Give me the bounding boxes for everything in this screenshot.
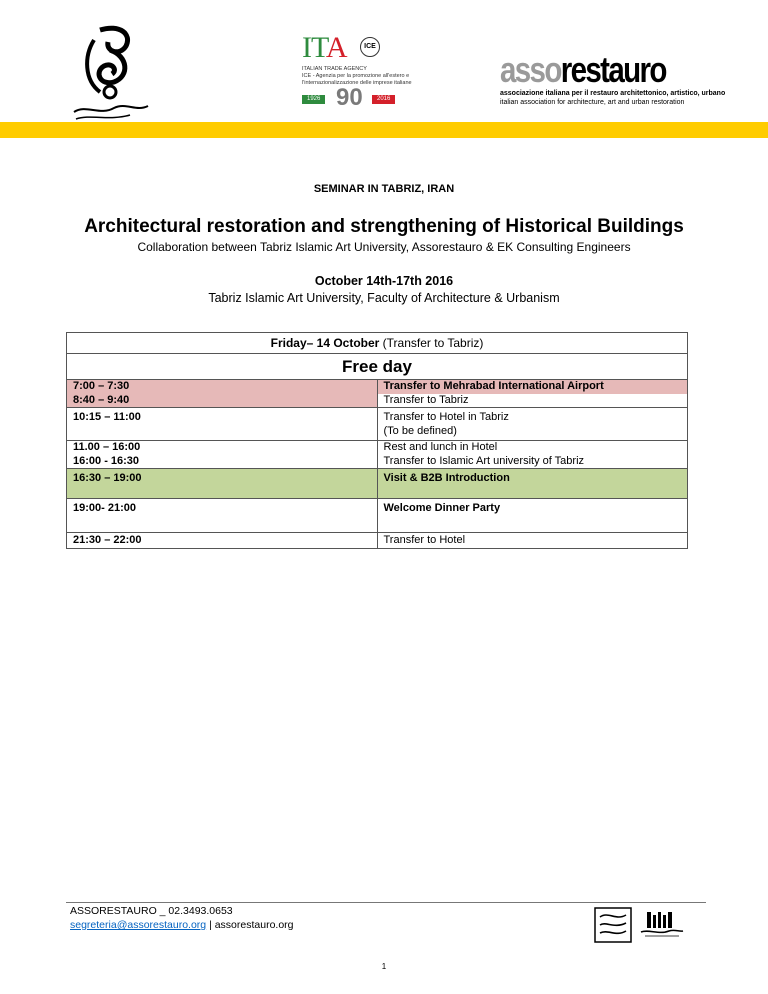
activity-cell: Transfer to Mehrabad International Airport Transfer to Tabriz	[377, 380, 688, 408]
footer-building-logo	[639, 910, 685, 938]
activity-cell: Rest and lunch in Hotel Transfer to Islamic Art university of Tabriz	[377, 441, 688, 469]
ice-badge: ICE	[360, 37, 380, 57]
time-cell: 16:30 – 19:00	[67, 469, 378, 499]
table-row	[67, 441, 688, 469]
anniversary-number: 90	[336, 84, 363, 111]
assorestauro-logo	[500, 49, 726, 107]
assorestauro-subtitle-it: associazione italiana per il restauro architettonico, artistico, urbano	[500, 90, 726, 97]
ita-trade-agency-logo	[302, 33, 417, 111]
email-link[interactable]: segreteria@assorestauro.org	[70, 919, 207, 931]
activity-cell: Welcome Dinner Party	[377, 499, 688, 533]
website-text: assorestauro.org	[214, 919, 294, 931]
day-header-row	[67, 333, 688, 354]
tabriz-islamic-art-university-logo	[70, 22, 150, 122]
seminar-label: SEMINAR IN TABRIZ, IRAN	[313, 183, 455, 195]
footer-contact: ASSORESTAURO _ 02.3493.0653	[70, 905, 233, 917]
header-accent-bar	[0, 122, 768, 138]
activity-cell: Transfer to Hotel in Tabriz (To be defined)	[377, 408, 688, 441]
ita-tagline: ITALIAN TRADE AGENCY ICE - Agenzia per la promozione all'estero e l'internazionalizzazione delle imprese italiane	[302, 66, 412, 86]
headline-row	[67, 354, 688, 380]
ita-anniversary	[302, 84, 402, 111]
table-row	[67, 408, 688, 441]
activity-cell: Visit & B2B Introduction	[377, 469, 688, 499]
time-cell: 11.00 – 16:00 16:00 - 16:30	[67, 441, 378, 469]
year-start: 1926	[302, 95, 325, 104]
footer-calligraphy-logo	[594, 907, 632, 943]
footer-separator: |	[206, 919, 215, 931]
page-number: 1	[381, 962, 387, 971]
headline-cell: Free day	[67, 354, 688, 380]
time-cell: 19:00- 21:00	[67, 499, 378, 533]
year-end: 2016	[372, 95, 395, 104]
table-row	[67, 469, 688, 499]
footer-divider	[66, 902, 706, 903]
event-venue: Tabriz Islamic Art University, Faculty of Architecture & Urbanism	[208, 291, 560, 305]
time-cell: 10:15 – 11:00	[67, 408, 378, 441]
footer-links	[70, 919, 294, 931]
ita-wordmark: ITA	[302, 31, 347, 64]
assorestauro-wordmark: assorestauro	[500, 49, 666, 90]
assorestauro-subtitle-en: italian association for architecture, art and urban restoration	[500, 99, 685, 106]
collaboration-line: Collaboration between Tabriz Islamic Art University, Assorestauro & EK Consulting Engineers	[137, 240, 631, 254]
schedule-table	[66, 332, 688, 549]
day-header-cell: Friday– 14 October (Transfer to Tabriz)	[67, 333, 688, 354]
table-row	[67, 499, 688, 533]
table-row	[67, 533, 688, 549]
time-cell: 7:00 – 7:30 8:40 – 9:40	[67, 380, 378, 408]
event-dates: October 14th-17th 2016	[314, 274, 454, 288]
document-title: Architectural restoration and strengthening of Historical Buildings	[84, 216, 684, 237]
activity-cell: Transfer to Hotel	[377, 533, 688, 549]
time-cell: 21:30 – 22:00	[67, 533, 378, 549]
table-row	[67, 380, 688, 408]
